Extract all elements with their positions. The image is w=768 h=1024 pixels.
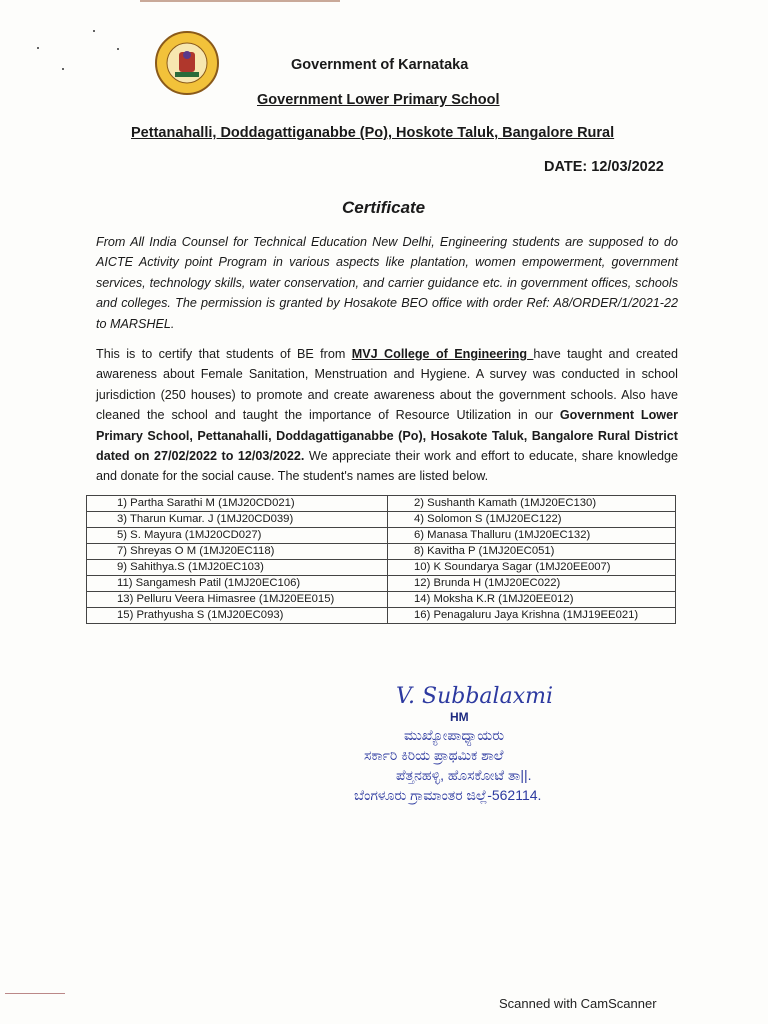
student-cell: 2) Sushanth Kamath (1MJ20EC130) [388,495,676,511]
table-row [87,543,676,559]
para-text: We appreciate their work and effort to educate, share knowledge and donate for the social cause. The student's names are listed below. [96,449,678,484]
table-row [87,527,676,543]
scan-edge-line [5,993,65,994]
karnataka-emblem-icon [149,30,225,96]
handwritten-signature: V. Subbalaxmi [396,683,554,709]
student-cell: 10) K Soundarya Sagar (1MJ20EE007) [388,559,676,575]
scan-speck [37,47,39,49]
stamp-line: ಬೆಂಗಳೂರು ಗ್ರಾಮಾಂತರ ಜಿಲ್ಲೆ-562114. [354,786,542,803]
certificate-body [96,232,678,805]
scan-speck [93,30,95,32]
student-cell: 1) Partha Sarathi M (1MJ20CD021) [87,495,388,511]
certification-paragraph [96,344,678,487]
signature-block [346,684,646,805]
intro-paragraph: From All India Counsel for Technical Education New Delhi, Engineering students are supposed to do AICTE Activity point Program in various aspects like plantation, women empowerment, government services, technology skills, water conservation, and carrier guidance etc. in government offices, schools and colleges. The permission is granted by Hosakote BEO office with order Ref: A8/ORDER/1/2021-22 to MARSHEL. [96,235,678,331]
scan-edge-line [140,0,340,2]
signature-role: HM [450,709,469,724]
student-cell: 7) Shreyas O M (1MJ20EC118) [87,543,388,559]
student-cell: 13) Pelluru Veera Himasree (1MJ20EE015) [87,591,388,607]
stamp-line: ಮುಖ್ಯೋಪಾಧ್ಯಾಯರು [404,726,505,743]
camscanner-watermark: Scanned with CamScanner [499,996,657,1011]
stamp-line: ಸರ್ಕಾರಿ ಕಿರಿಯ ಪ್ರಾಥಮಿಕ ಶಾಲೆ [364,746,504,763]
table-row [87,591,676,607]
scan-speck [117,48,119,50]
college-name: MVJ College of Engineering [351,347,534,362]
student-cell: 12) Brunda H (1MJ20EC022) [388,575,676,591]
student-cell: 14) Moksha K.R (1MJ20EE012) [388,591,676,607]
para-text: This is to certify that students of BE from [96,347,352,362]
student-cell: 16) Penagaluru Jaya Krishna (1MJ19EE021) [388,607,676,623]
table-row [87,495,676,511]
school-heading: Government Lower Primary School [257,92,500,108]
table-row [87,559,676,575]
table-row [87,575,676,591]
para-text: have taught and created awareness about Female Sanitation, Menstruation and Hygiene. A survey was conducted in school jurisdiction (250 houses) to promote and create awareness about the government schools. Also have cleaned the school and taught the importance of Resource Utilization in our [96,347,678,423]
certificate-title: Certificate [342,198,426,217]
student-cell: 9) Sahithya.S (1MJ20EC103) [87,559,388,575]
table-row [87,511,676,527]
school-details: Government Lower Primary School, Pettanahalli, Doddagattiganabbe (Po), Hosakote Taluk, Bangalore Rural District dated on 27/02/2022 to 12/03/2022. [96,408,679,464]
student-cell: 4) Solomon S (1MJ20EC122) [388,511,676,527]
table-row [87,607,676,623]
document-date: DATE: 12/03/2022 [544,159,664,175]
address-heading: Pettanahalli, Doddagattiganabbe (Po), Hoskote Taluk, Bangalore Rural [131,125,615,141]
student-cell: 15) Prathyusha S (1MJ20EC093) [87,607,388,623]
student-cell: 3) Tharun Kumar. J (1MJ20CD039) [87,511,388,527]
government-heading: Government of Karnataka [291,57,469,73]
scan-speck [62,68,64,70]
student-cell: 5) S. Mayura (1MJ20CD027) [87,527,388,543]
student-cell: 6) Manasa Thalluru (1MJ20EC132) [388,527,676,543]
student-cell: 8) Kavitha P (1MJ20EC051) [388,543,676,559]
student-list-table [86,495,676,624]
student-cell: 11) Sangamesh Patil (1MJ20EC106) [87,575,388,591]
stamp-line: ಪೆತ್ತನಹಳ್ಳಿ, ಹೊಸಕೋಟೆ ತಾ||. [396,766,532,783]
